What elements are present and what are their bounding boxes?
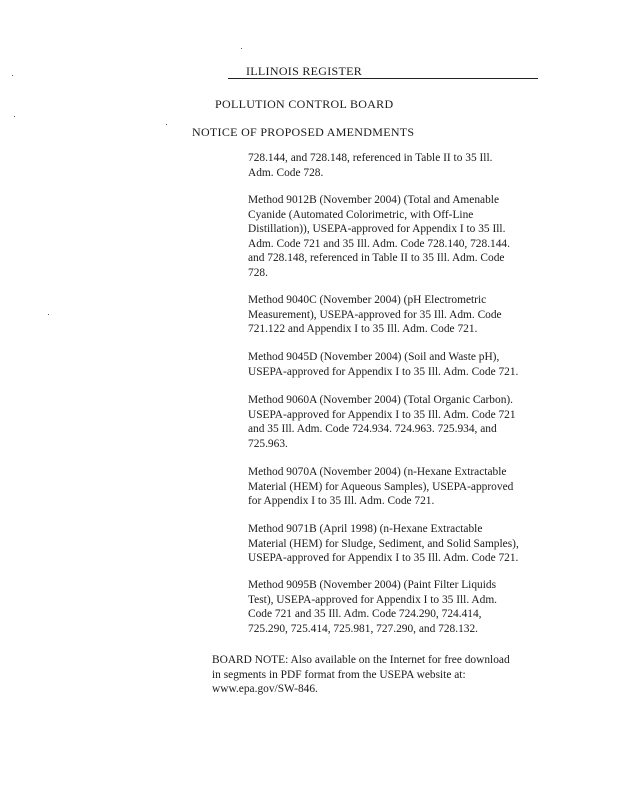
scan-speck <box>48 314 49 315</box>
paragraph-line: Method 9060A (November 2004) (Total Organic Carbon). <box>248 394 514 406</box>
paragraph-line: 728. <box>248 266 268 279</box>
paragraph-line: Method 9071B (April 1998) (n-Hexane Extractable <box>248 523 483 535</box>
board-note-line: BOARD NOTE: Also available on the Internet for free download <box>212 654 510 666</box>
paragraph-line: Code 721 and 35 Ill. Adm. Code 724.290, 724.414, <box>248 608 482 621</box>
paragraph-line: Method 9070A (November 2004) (n-Hexane Extractable <box>248 466 507 478</box>
paragraph-line: Measurement), USEPA-approved for 35 Ill. Adm. Code <box>248 308 502 321</box>
paragraph-line: USEPA-approved for Appendix I to 35 Ill. Adm. Code 721. <box>248 365 519 378</box>
paragraph-line: Material (HEM) for Aqueous Samples), USEPA-approved <box>248 480 514 493</box>
paragraph-line: USEPA-approved for Appendix I to 35 Ill. Adm. Code 721. <box>248 552 519 565</box>
paragraph-line: Distillation)), USEPA-approved for Appendix I to 35 Ill. <box>248 223 506 236</box>
notice-title: NOTICE OF PROPOSED AMENDMENTS <box>192 125 415 139</box>
method-paragraph <box>248 293 548 337</box>
paragraph-line: for Appendix I to 35 Ill. Adm. Code 721. <box>248 495 435 508</box>
paragraph-line: Method 9012B (November 2004) (Total and Amenable <box>248 194 500 206</box>
paragraph-line: USEPA-approved for Appendix I to 35 Ill. Adm. Code 721 <box>248 408 516 421</box>
method-paragraph <box>248 193 548 281</box>
method-paragraph <box>248 151 548 180</box>
header-rule <box>228 78 538 79</box>
paragraph-line: Method 9095B (November 2004) (Paint Filter Liquids <box>248 579 497 591</box>
paragraph-line: Cyanide (Automated Colorimetric, with Off-Line <box>248 208 474 221</box>
paragraph-line: and 35 Ill. Adm. Code 724.934. 724.963. 725.934, and <box>248 423 497 436</box>
paragraph-line: 721.122 and Appendix I to 35 Ill. Adm. Code 721. <box>248 323 478 336</box>
scan-speck <box>12 75 13 76</box>
method-paragraph <box>248 578 548 636</box>
register-title: ILLINOIS REGISTER <box>246 64 363 78</box>
paragraph-line: Material (HEM) for Sludge, Sediment, and Solid Samples), <box>248 537 519 550</box>
method-paragraph <box>248 465 548 509</box>
board-note-line: in segments in PDF format from the USEPA website at: <box>212 668 466 681</box>
paragraph-line: 725.963. <box>248 437 288 450</box>
scan-speck <box>14 116 15 117</box>
board-title: POLLUTION CONTROL BOARD <box>215 97 394 111</box>
paragraph-line: Method 9040C (November 2004) (pH Electrometric <box>248 294 487 306</box>
paragraph-line: and 728.148, referenced in Table II to 35 Ill. Adm. Code <box>248 252 505 265</box>
scan-speck <box>166 124 167 125</box>
paragraph-line: Test), USEPA-approved for Appendix I to 35 Ill. Adm. <box>248 593 498 606</box>
method-paragraph <box>248 350 548 379</box>
board-note-line: www.epa.gov/SW-846. <box>212 683 318 696</box>
paragraph-line: Method 9045D (November 2004) (Soil and Waste pH), <box>248 351 500 363</box>
scan-speck <box>241 48 242 49</box>
paragraph-line: Adm. Code 728. <box>248 166 324 179</box>
paragraph-line: 725.290, 725.414, 725.981, 727.290, and 728.132. <box>248 622 479 635</box>
paragraph-line: Adm. Code 721 and 35 Ill. Adm. Code 728.140, 728.144. <box>248 237 510 250</box>
method-paragraph <box>248 393 548 451</box>
method-paragraph <box>248 522 548 566</box>
paragraph-line: 728.144, and 728.148, referenced in Table II to 35 Ill. <box>248 152 493 164</box>
board-note <box>212 653 542 697</box>
